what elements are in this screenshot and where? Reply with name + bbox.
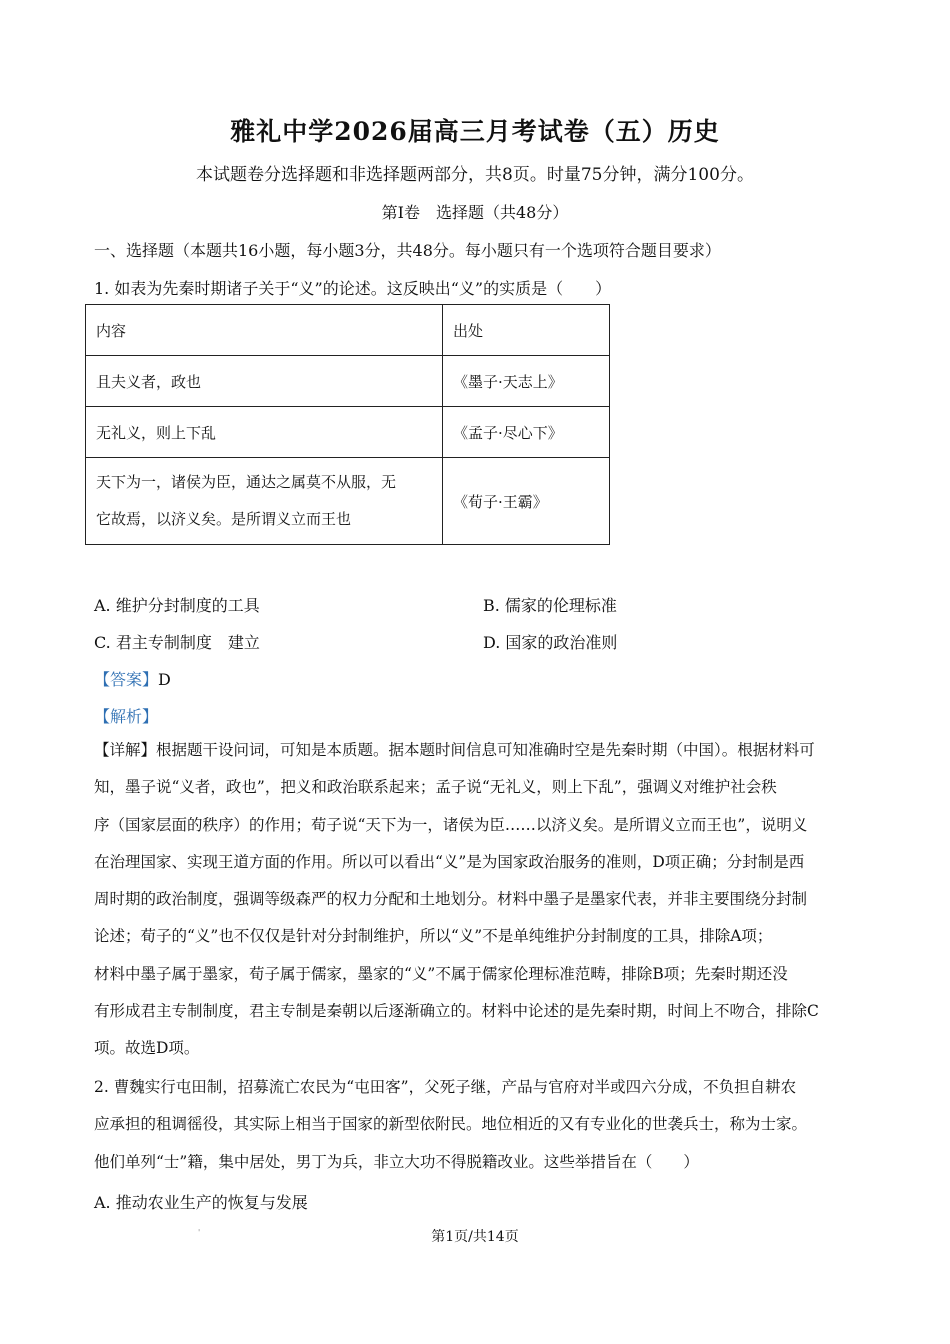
detail-line: 材料中墨子属于墨家，荀子属于儒家，墨家的“义”不属于儒家伦理标准范畴，排除B项；先秦时期还没: [94, 964, 788, 983]
detail-line: 序（国家层面的秩序）的作用；荀子说“天下为一，诸侯为臣……以济义矣。是所谓义立而王也”，说明义: [94, 815, 808, 834]
table-cell-source: 《墨子·天志上》: [443, 356, 610, 407]
part-heading: 一、选择题（本题共16小题，每小题3分，共48分。每小题只有一个选项符合题目要求）: [94, 241, 721, 260]
answer-value: D: [158, 670, 171, 689]
option-b: B. 儒家的伦理标准: [483, 596, 617, 615]
detail-paragraph: [94, 732, 874, 1068]
detail-line: 在治理国家、实现王道方面的作用。所以可以看出“义”是为国家政治服务的准则，D项正确；分封制是西: [94, 852, 805, 871]
analysis-label: 【解析】: [94, 707, 159, 726]
answer-line: [94, 667, 171, 690]
q2-stem-line: 他们单列“士”籍，集中居处，男丁为兵，非立大功不得脱籍改业。这些举措旨在（ ）: [94, 1152, 699, 1171]
q1-stem: 1. 如表为先秦时期诸子关于“义”的论述。这反映出“义”的实质是（ ）: [94, 279, 612, 298]
table-row: [86, 356, 610, 407]
detail-line: 【详解】根据题干设问词，可知是本质题。据本题时间信息可知准确时空是先秦时期（中国）。根据材料可: [94, 741, 815, 759]
footer-mark: ': [198, 1228, 201, 1237]
q2-stem: [94, 1069, 874, 1181]
q1-table: [85, 304, 610, 545]
q2-option-a: A. 推动农业生产的恢复与发展: [94, 1193, 308, 1212]
table-row: [86, 407, 610, 458]
table-row: [86, 458, 610, 545]
table-cell-content: [86, 458, 443, 545]
table-header-row: [86, 305, 610, 356]
table-cell-source: 《孟子·尽心下》: [443, 407, 610, 458]
table-cell-line: 它故焉，以济义矣。是所谓义立而王也: [96, 510, 352, 528]
table-cell-content: 无礼义，则上下乱: [86, 407, 443, 458]
option-c: C. 君主专制制度 建立: [94, 633, 260, 652]
page-title: 雅礼中学2026届高三月考试卷（五）历史: [230, 117, 720, 146]
q2-stem-line: 应承担的租调徭役，其实际上相当于国家的新型依附民。地位相近的又有专业化的世袭兵士，称为士家。: [94, 1115, 808, 1134]
q2-stem-line: 2. 曹魏实行屯田制，招募流亡农民为“屯田客”，父死子继，产品与官府对半或四六分成，不负担自耕农: [94, 1078, 797, 1096]
table-cell-source: 《荀子·王霸》: [443, 458, 610, 545]
table-header-content: 内容: [86, 305, 443, 356]
detail-line: 知，墨子说“义者，政也”，把义和政治联系起来；孟子说“无礼义，则上下乱”，强调义对维护社会秩: [94, 778, 777, 797]
detail-line: 周时期的政治制度，强调等级森严的权力分配和土地划分。材料中墨子是墨家代表，并非主要围绕分封制: [94, 890, 808, 909]
table-cell-line: 天下为一，诸侯为臣，通达之属莫不从服，无: [96, 473, 397, 491]
detail-line: 论述；荀子的“义”也不仅仅是针对分封制维护，所以“义”不是单纯维护分封制度的工具，排除A项；: [94, 927, 773, 946]
page-footer: 第1页/共14页: [431, 1229, 519, 1245]
detail-line: 项。故选D项。: [94, 1039, 200, 1058]
option-d: D. 国家的政治准则: [483, 633, 618, 652]
table-header-source: 出处: [443, 305, 610, 356]
option-a: A. 维护分封制度的工具: [94, 596, 260, 615]
table-cell-content: 且夫义者，政也: [86, 356, 443, 407]
section-title: 第Ⅰ卷 选择题（共48分）: [381, 203, 569, 222]
detail-line: 有形成君主专制制度，君主专制是秦朝以后逐渐确立的。材料中论述的是先秦时期，时间上不吻合，排除C: [94, 1002, 819, 1021]
exam-info: 本试题卷分选择题和非选择题两部分，共8页。时量75分钟，满分100分。: [196, 165, 754, 185]
answer-label: 【答案】: [94, 670, 159, 689]
